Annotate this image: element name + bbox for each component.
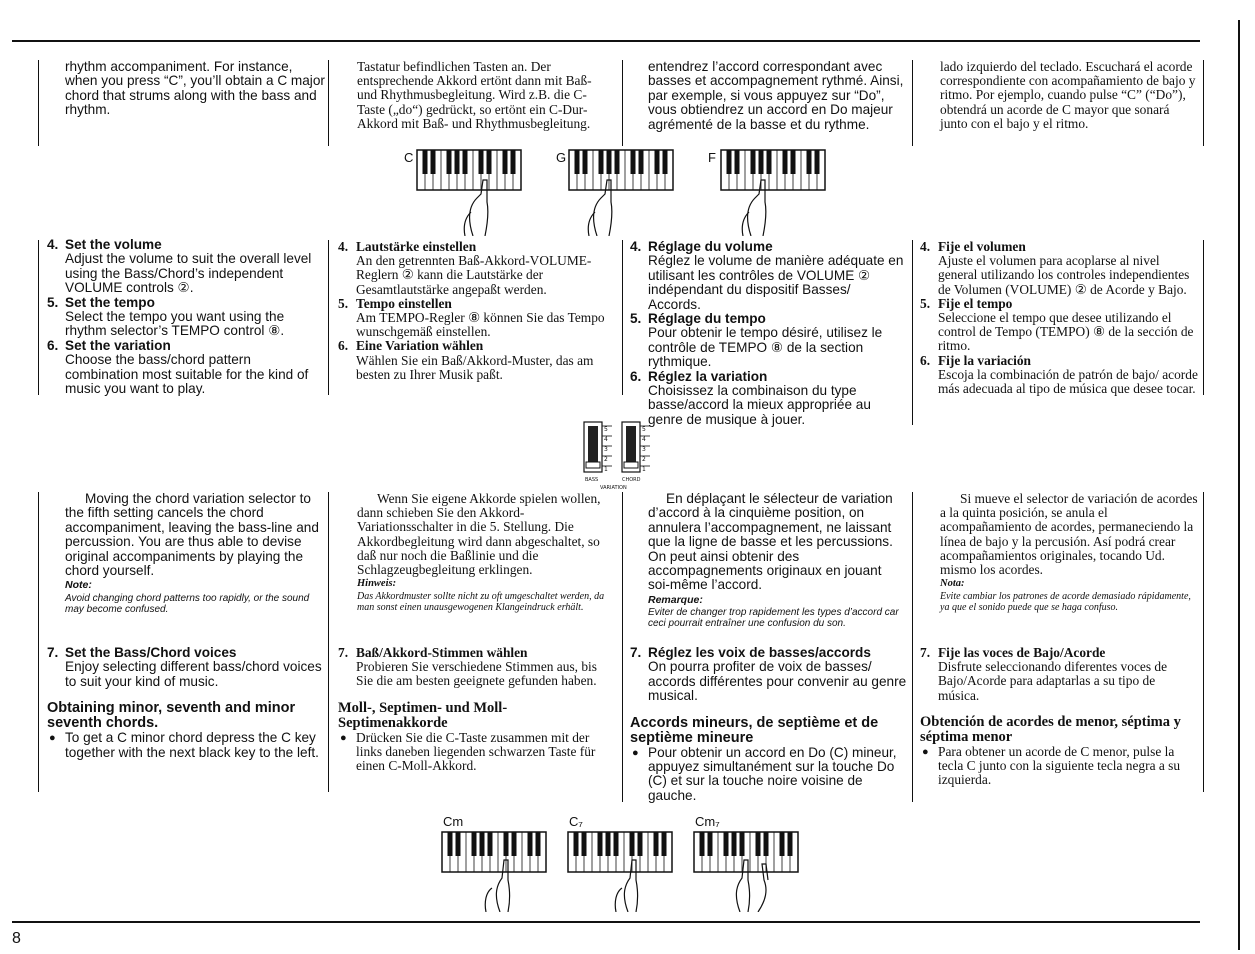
keyboard-label: G [556,150,567,165]
separator [1203,492,1204,792]
top-rule [12,40,1200,42]
bottom-rule [12,921,1200,923]
section-title: Accords mineurs, de septième et de septième mineure [630,714,879,746]
tick-label: 1 [604,466,608,473]
keyboard-label: C₇ [569,814,583,829]
step7-de: 7. Baß/Akkord-Stimmen wählen Probieren Sie verschiedene Stimmen aus, bis Sie die am besten geeignete gefunden haben. Moll-, Septimen- und Moll-Septimenakkorde ● Drücken Sie die C-Taste zusammen mit der links daneben liegenden schwarzen Taste für einen C-Moll-Akkord. [338,646,616,773]
top-text-en: rhythm accompaniment. For instance, when you press “C”, you’ll obtain a C major chord that strums along with the bass and rhythm. [65,59,325,118]
steps-fr: 4. Réglage du volume Réglez le volume de manière adéquate en utilisant les contrôles de VOLUME ② indépendant du dispositif Basses/ Accords. 5. Réglage du tempo Pour obtenir le tempo désiré, utilisez le contrôle de TEMPO ⑧ de la section rythmique. 6. Réglez la variation Choisissez la combinaison du type basse/accord la mieux appropriée au genre de musique à jouer. [630,239,904,427]
section-title: Moll-, Septimen- und Moll-Septimenakkorde [338,699,508,731]
separator [622,60,623,146]
tick-label: 4 [604,436,608,443]
separator [328,492,329,792]
tick-label: 1 [642,466,646,473]
keyboard-cm7-illustration [692,830,802,912]
separator [328,60,329,146]
bass-label: BASS [585,477,599,483]
variation-fr: En déplaçant le sélecteur de variation d’accord à la cinquième position, on annulera l’accompagnement, ne laissant que la ligne de basse et les percussions. On peut ainsi obtenir des accompagnements originaux en jouant soi-même l’accord. Remarque: Eviter de changer trop rapidement les types d’accord car ceci pourrait entraîner une confusion du son. [648,491,899,630]
keyboard-g-illustration [567,148,677,236]
steps-es: 4. Fije el volumen Ajuste el volumen para acoplarse al nivel general utilizando los controles independientes de Volumen (VOLUME) ② de Acorde y Bajo. 5. Fije el tempo Seleccione el tempo que desee utilizando el control de Tempo (TEMPO) ⑧ de la sección de ritmo. 6. Fije la variación Escoja la combinación de patrón de bajo/ acorde más adecuada al tipo de música que desee tocar. [920,239,1198,397]
keyboard-c-illustration [415,148,525,236]
tick-label: 2 [642,456,646,463]
keyboard-label: F [708,150,716,165]
variation-label: VARIATION [600,485,627,491]
variation-en: Moving the chord variation selector to the fifth setting cancels the chord accompaniment, leaving the bass-line and percussion. You are thus able to devise original accompaniments by playing the chord yourself. Note: Avoid changing chord patterns too rapidly, or the sound may become confused. [65,491,319,615]
separator [1203,240,1204,395]
separator [1203,60,1204,146]
step7-es: 7. Fije las voces de Bajo/Acorde Disfrute seleccionando diferentes voces de Bajo/Acorde para adaptarlas a su tipo de música. Obtención de acordes de menor, séptima y séptima menor ● Para obtener un acorde de C menor, pulse la tecla C junto con la siguiente tecla negra a su izquierda. [920,646,1198,787]
right-edge-mark [1238,20,1240,950]
separator [622,492,623,802]
top-text-es: lado izquierdo del teclado. Escuchará el acorde correspondiente con acompañamiento de bajo y ritmo. Por ejemplo, cuando pulse “C” (“Do”), obtendrá un acorde de C mayor que sonará junto con el bajo y el ritmo. [940,59,1196,131]
step7-en: 7. Set the Bass/Chord voices Enjoy selecting different bass/chord voices to suit your kind of music. Obtaining minor, seventh and minor seventh chords. ● To get a C minor chord depress the C key together with the next black key to the left. [47,646,323,760]
keyboard-label: Cm₇ [695,814,720,829]
steps-de: 4. Lautstärke einstellen An den getrennten Baß-Akkord-VOLUME-Reglern ② kann die Lautstärke der Gesamtlautstärke angepaßt werden. 5. Tempo einstellen Am TEMPO-Regler ⑧ können Sie das Tempo wunschgemäß einstellen. 6. Eine Variation wählen Wählen Sie ein Baß/Akkord-Muster, das am besten zu Ihrer Musik paßt. [338,239,605,382]
separator [912,240,913,425]
separator [912,492,913,802]
keyboard-label: C [404,150,414,165]
section-title: Obtaining minor, seventh and minor seventh chords. [47,700,296,732]
tick-label: 5 [604,426,608,433]
tick-label: 3 [604,446,608,453]
variation-es: Si mueve el selector de variación de acordes a la quinta posición, se anula el acompañamiento de acordes, permaneciendo la línea de bajo y la percusión. Así podrá crear acompañamientos originales, tocando Ud. mismo los acordes. Nota: Evite cambiar los patrones de acorde demasiado rápidamente, ya que el sonido puede que se haga confuso. [940,491,1198,614]
variation-selector-illustration [582,420,662,492]
tick-label: 3 [642,446,646,453]
separator [622,240,623,395]
steps-en: 4. Set the volume Adjust the volume to suit the overall level using the Bass/Chord’s independent VOLUME controls ②. 5. Set the tempo Select the tempo you want using the rhythm selector’s TEMPO control ⑧. 6. Set the variation Choose the bass/chord pattern combination most suitable for the kind of music you want to play. [47,237,312,397]
keyboard-c7-illustration [566,830,676,912]
section-title: Obtención de acordes de menor, séptima y séptima menor [920,713,1181,745]
top-text-de: Tastatur befindlichen Tasten an. Der entsprechende Akkord ertönt dann mit Baß- und Rhythmusbegleitung. Wird z.B. die C-Taste („do“) gedrückt, so ertönt ein C-Dur-Akkord mit Baß- und Rhythmusbegleitung. [357,59,592,131]
separator [328,240,329,395]
chord-label: CHORD [622,477,641,483]
keyboard-f-illustration [719,148,829,236]
separator [38,60,39,146]
keyboard-cm-illustration [440,830,550,912]
step7-fr: 7. Réglez les voix de basses/accords On pourra profiter de voix de basses/ accords différentes pour convenir au genre musical. Accords mineurs, de septième et de septième mineure ● Pour obtenir un accord en Do (C) mineur, appuyez simultanément sur la touche Do (C) et sur la touche noire voisine de gauche. [630,646,908,803]
tick-label: 4 [642,436,646,443]
tick-label: 2 [604,456,608,463]
tick-label: 5 [642,426,646,433]
separator [912,60,913,146]
separator [38,492,39,792]
keyboard-label: Cm [443,814,464,829]
separator [38,240,39,395]
page-number: 8 [12,930,21,947]
top-text-fr: entendrez l’accord correspondant avec basses et accompagnement rythmé. Ainsi, par exemple, si vous appuyez sur “Do”, vous obtiendrez un accord en Do majeur agrémenté de la basse et du rythme. [648,59,904,132]
variation-de: Wenn Sie eigene Akkorde spielen wollen, dann schieben Sie den Akkord-Variationsschalter in die 5. Stellung. Die Akkordbegleitung wird dann abgeschaltet, so daß nur noch die Baßlinie und die Schlagzeugbegleitung erklingen. Hinweis: Das Akkordmuster sollte nicht zu oft umgeschaltet werden, da man sonst einen unausgewogenen Klangeindruck erhält. [357,491,605,614]
